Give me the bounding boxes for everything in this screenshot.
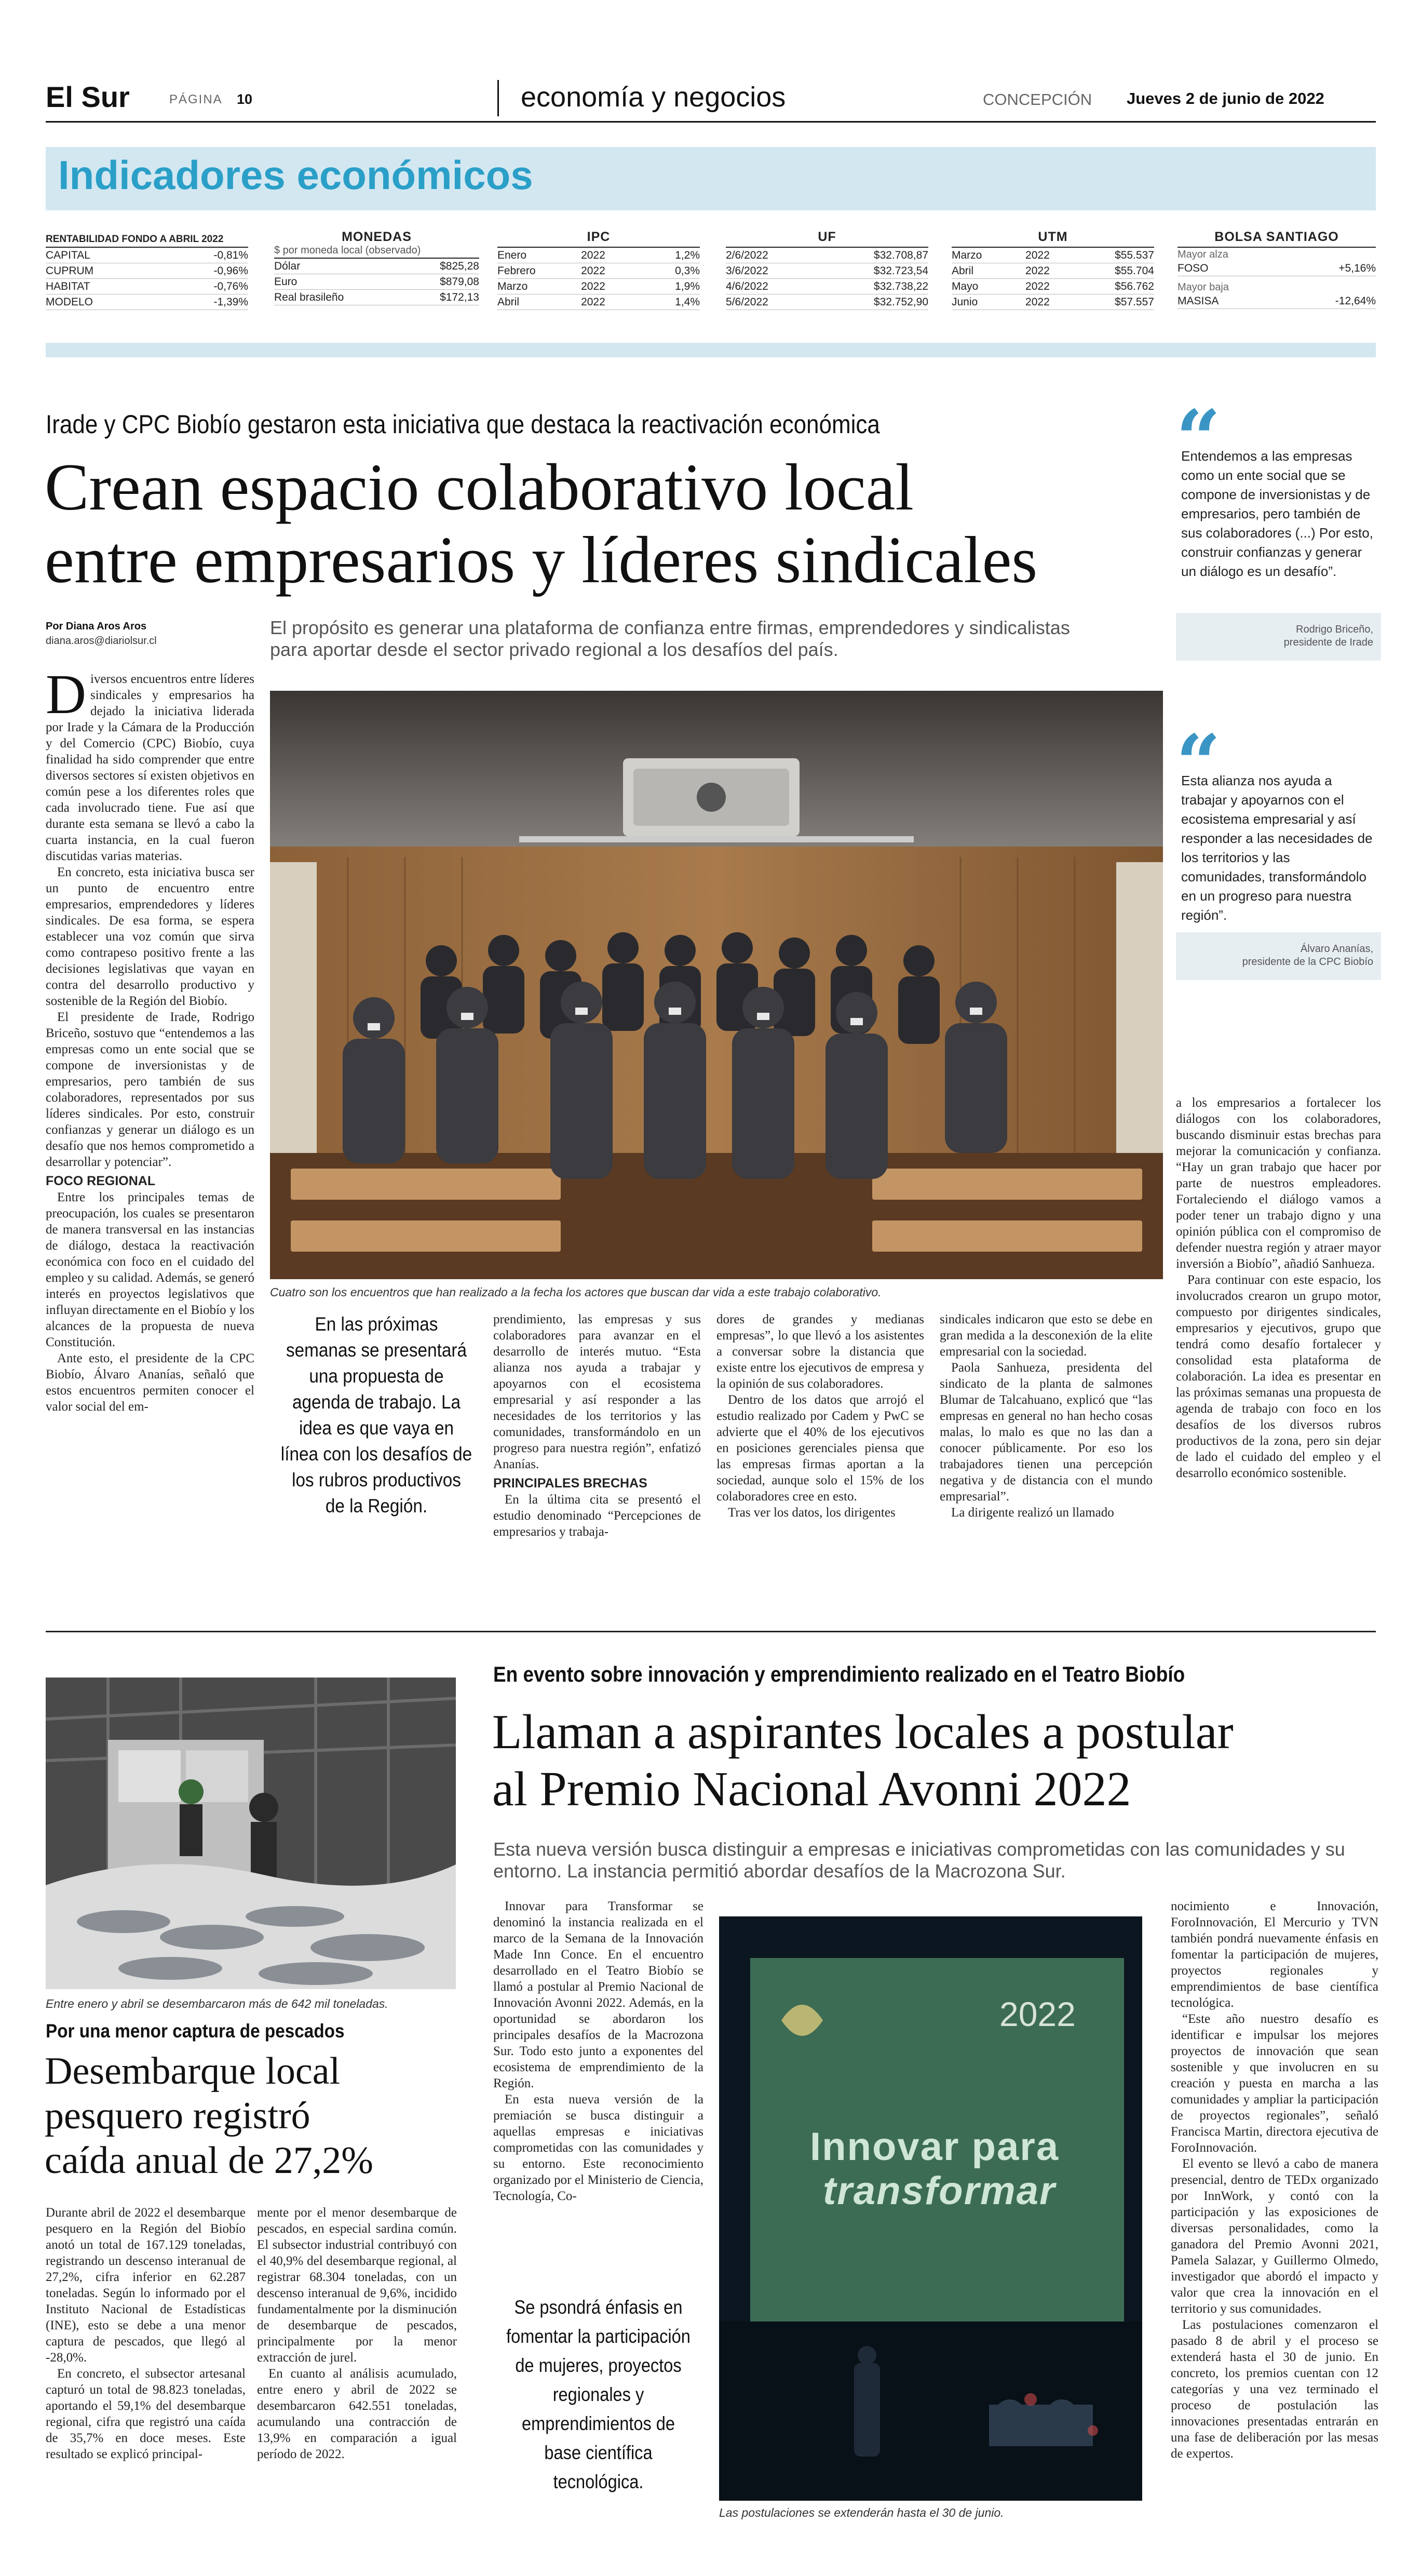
- fishing-hold-photo: [46, 1678, 456, 1989]
- photo-year-text: 2022: [999, 1995, 1076, 2033]
- quote-mark-icon: “: [1176, 718, 1221, 809]
- monedas-row: Real brasileño $172,13: [274, 290, 479, 305]
- bolsa-block: [1178, 230, 1376, 309]
- article3-kicker: En evento sobre innovación y emprendimiento realizado en el Teatro Biobío: [493, 1662, 1185, 1686]
- article1-paragraph: dores de grandes y medianas empresas”, lo que llevó a los asistentes a conversar sobre la distancia que existe entre los ejecutivos de empresa y la opinión de sus colaboradores.: [716, 1312, 924, 1391]
- article3-photo-caption: Las postulaciones se extenderán hasta el 30 de junio.: [719, 2506, 1004, 2519]
- article1-column-4: [716, 1311, 924, 1521]
- article1-paragraph: sindicales indicaron que esto se debe en gran medida a la desconexión de la elite empresarial con la sociedad.: [940, 1312, 1153, 1359]
- utm-header: UTM: [952, 230, 1154, 248]
- quote-text: Esta alianza nos ayuda a trabajar y apoyarnos con el ecosistema empresarial y así responder a las necesidades de los territorios y las comunidades, transformándolo en un progreso para nuestra región”.: [1181, 773, 1373, 923]
- article3-paragraph: En esta nueva versión de la premiación se busca distinguir a aquellas empresas e iniciativas comprometidas con las comunidades y su entorno. Este reconocimiento organizado por el Ministerio de Ciencia, Tecnología, Co-: [493, 2092, 703, 2203]
- article2-headline-line2: pesquero registró: [45, 2095, 310, 2137]
- indicators-bottom-band: [46, 343, 1376, 357]
- article2-photo: [46, 1678, 456, 1989]
- article1-column-5: [940, 1311, 1153, 1521]
- article2-paragraph: En concreto, el subsector artesanal capturó un total de 98.823 toneladas, aportando el 59,1% del desembarque regional, cifra que registró una caída de 35,7% en doce meses. Este resultado se explicó principal-: [46, 2367, 246, 2461]
- monedas-row: Dólar $825,28: [274, 259, 479, 274]
- utm-row: Mayo 2022 $56.762: [952, 279, 1154, 294]
- fondo-block: [46, 234, 248, 310]
- article1-column-3: [493, 1311, 701, 1540]
- article3-pullquote: [493, 2293, 703, 2497]
- article3-paragraph: nocimiento e Innovación, ForoInnovación, El Mercurio y TVN también pondrá nuevamente énfasis en fomentar la participación de mujeres, proyectos regionales y emprendimientos de base científica tecnológica.: [1171, 1899, 1378, 2010]
- article2-paragraph: mente por el menor desembarque de pescados, en especial sardina común. El subsector industrial contribuyó con el 40,9% del desembarque regional, al registrar 68.304 toneladas, con un descenso interanual de 9,6%, incidido fundamentalmente por la disminución de desembarque de pescados, principalmente por la menor extracción de jurel.: [257, 2206, 457, 2365]
- quote-attr-role: presidente de la CPC Biobío: [1242, 956, 1373, 968]
- article1-photo-caption: Cuatro son los encuentros que han realizado a la fecha los actores que buscan dar vida a este trabajo colaborativo.: [270, 1285, 882, 1299]
- ipc-row: Abril 2022 1,4%: [497, 294, 700, 310]
- monedas-note: $ por moneda local (observado): [274, 245, 479, 259]
- monedas-header: MONEDAS: [342, 230, 412, 244]
- article1-paragraph: Ante esto, el presidente de la CPC Biobío, Álvaro Ananías, señaló que estos encuentros permiten conocer el valor social del em-: [46, 1351, 254, 1414]
- section-name: economía y negocios: [521, 82, 786, 113]
- quote-attr-role: presidente de Irade: [1283, 637, 1373, 648]
- article2-paragraph: Durante abril de 2022 el desembarque pesquero en la Región del Biobío anotó un total de 167.129 toneladas, registrando un descenso interanual de 27,2%, cifra inferior en 62.287 toneladas. Según lo informado por el Instituto Nacional de Estadísticas (INE), esto se debe a una menor captura de pescados, que llegó al -28,0%.: [46, 2206, 246, 2365]
- article1-paragraph: a los empresarios a fortalecer los diálogos con los colaboradores, buscando disminuir estas brechas para mejorar la comunicación y confianza. “Hay un gran trabajo que hacer por parte de nuestros empleadores. Fortaleciendo el diálogo vamos a poder tener un trabajo digno y una opinión pública con el compromiso de defender nuestra región y atraer mayor inversión a Biobío”, añadió Sanhueza.: [1176, 1096, 1381, 1271]
- ipc-row: Enero 2022 1,2%: [497, 248, 700, 263]
- article1-paragraph: Diversos encuentros entre líderes sindicales y empresarios ha dejado la iniciativa liderada por Irade y la Cámara de la Producción y del Comercio (CPC) Biobío, cuya finalidad ha sido comprender que entre diversos sectores sí existen objetivos en común pese a los diferentes roles que cada involucrado tiene. Fue así que durante esta semana se llevó a cabo la cuarta instancia, en la cual fueron discutidas varias materias.: [46, 664, 254, 863]
- article2-photo-caption: Entre enero y abril se desembarcaron más de 642 mil toneladas.: [46, 1997, 388, 2010]
- bolsa-baja-row: MASISA -12,64%: [1178, 293, 1376, 309]
- uf-row: 2/6/2022 $32.708,87: [726, 248, 928, 263]
- article1-paragraph: El presidente de Irade, Rodrigo Briceño, sostuvo que “entendemos a las empresas como un ente social que se compone de inversionistas y de empresarios, pero también de sus colaboradores, representados por sus líderes sindicales. Por esto, construir confianzas y generar un diálogo es un desafío que nos hemos comprometido a desarrollar y potenciar”.: [46, 1010, 254, 1169]
- quote-box-ananias: [1176, 718, 1381, 995]
- article2-column-1: [46, 2205, 246, 2462]
- article1-byline: Por Diana Aros Aros: [46, 621, 147, 632]
- pullquote-text: En las próximas semanas se presentará una propuesta de agenda de trabajo. La idea es que vaya en línea con los desafíos de los rubros productivos de la Región.: [280, 1313, 472, 1517]
- fondo-row: CAPITAL -0,81%: [46, 248, 248, 263]
- article3-paragraph: “Este año nuestro desafío es identificar e impulsar los mejores proyectos de innovación que sean sostenible y que involucren en su creación y puesta en marcha a las comunidades y ampliar la participación de proyectos regionales”, señaló Francisca Martin, directora ejecutiva de ForoInnovación.: [1171, 2012, 1378, 2155]
- uf-header: UF: [726, 230, 928, 248]
- fondo-row: MODELO -1,39%: [46, 294, 248, 310]
- article1-paragraph: Entre los principales temas de preocupación, los cuales se presentaron de manera transversal en las instancias de diálogo, destaca la reactivación económica con foco en el cuidado del empleo y su calidad. Además, se generó interés en proyectos legislativos que influyan directamente en el Biobío y los alcances de la propuesta de nueva Constitución.: [46, 1190, 254, 1349]
- monedas-row: Euro $879,08: [274, 274, 479, 290]
- article2-column-2: [257, 2205, 457, 2462]
- article2-headline-line3: caída anual de 27,2%: [45, 2139, 373, 2182]
- monedas-block: [274, 230, 479, 305]
- utm-block: [952, 230, 1154, 310]
- utm-row: Junio 2022 $57.557: [952, 294, 1154, 310]
- article1-column-1: [46, 664, 254, 1415]
- uf-block: [726, 230, 928, 310]
- indicators-title: Indicadores económicos: [58, 152, 533, 198]
- article3-paragraph: Las postulaciones comenzaron el pasado 8 de abril y el proceso se extenderá hasta el 30 de junio. En concreto, los premios cuentan con 12 categorías y una vez terminado el proceso de postulación las innovaciones presentadas entrarán en una fase de deliberación por las mesas de expertos.: [1171, 2318, 1378, 2461]
- article2-paragraph: En cuanto al análisis acumulado, entre enero y abril de 2022 se desembarcaron 642.551 toneladas, acumulando una contracción de 13,9% en comparación a igual período de 2022.: [257, 2367, 457, 2461]
- uf-row: 3/6/2022 $32.723,54: [726, 263, 928, 279]
- date: Jueves 2 de junio de 2022: [1127, 89, 1324, 108]
- city-name: CONCEPCIÓN: [983, 90, 1092, 109]
- utm-row: Abril 2022 $55.704: [952, 263, 1154, 279]
- masthead-divider: [497, 80, 499, 116]
- subhead-foco-regional: FOCO REGIONAL: [46, 1174, 156, 1188]
- article1-column-6: [1176, 1095, 1381, 1481]
- uf-row: 5/6/2022 $32.752,90: [726, 294, 928, 310]
- paper-name: El Sur: [46, 81, 130, 113]
- article3-deck: Esta nueva versión busca distinguir a empresas e iniciativas comprometidas con las comunidades y su entorno. La instancia permitió abordar desafíos de la Macrozona Sur.: [493, 1839, 1345, 1882]
- article1-photo: [270, 691, 1163, 1279]
- article1-paragraph: Paola Sanhueza, presidenta del sindicato de la planta de salmones Blumar de Talcahuano, explicó que “las empresas en general no han hecho cosas malas, lo malo es que no las dan a conocer públicamente. Por eso los trabajadores tienen una percepción negativa y de distancia con el mundo empresarial”.: [940, 1361, 1153, 1504]
- quote-box-briceno: [1176, 393, 1381, 665]
- article1-deck: El propósito es generar una plataforma de confianza entre firmas, emprendedores y sindicalistas para aportar desde el sector privado regional a los desafíos del país.: [270, 617, 1070, 660]
- masthead-rule: [46, 121, 1376, 123]
- quote-attr-name: Rodrigo Briceño,: [1296, 624, 1373, 635]
- article1-kicker: Irade y CPC Biobío gestaron esta iniciativa que destaca la reactivación económica: [46, 410, 880, 439]
- photo-banner-line2: transformar: [823, 2169, 1056, 2213]
- article1-headline-line2: entre empresarios y líderes sindicales: [45, 523, 1038, 597]
- article1-paragraph: La dirigente realizó un llamado: [951, 1506, 1114, 1520]
- article2-headline-line1: Desembarque local: [45, 2050, 341, 2092]
- article1-paragraph: prendimiento, las empresas y sus colaboradores para avanzar en el desarrollo de interés mutuo. “Esta alianza nos ayuda a trabajar y apoyarnos con el ecosistema empresarial y así responder a las necesidades de los territorios y las comunidades, transformándolo en un progreso para nuestra región”, enfatizó Ananías.: [493, 1312, 701, 1471]
- bolsa-header: BOLSA SANTIAGO: [1178, 230, 1376, 248]
- article1-paragraph: En concreto, esta iniciativa busca ser un punto de encuentro entre empresarios, emprendedores y líderes sindicales. De esa forma, se espera establecer una voz común que sirva como contrapeso positivo frente a las decisiones legislativas que vayan en contra del desarrollo productivo y sostenible de la Región del Biobío.: [46, 865, 254, 1008]
- ipc-row: Marzo 2022 1,9%: [497, 279, 700, 294]
- article1-email: diana.aros@diariolsur.cl: [46, 635, 157, 647]
- article3-headline-line1: Llaman a aspirantes locales a postular: [492, 1705, 1234, 1759]
- subhead-principales-brechas: PRINCIPALES BRECHAS: [493, 1476, 647, 1491]
- article1-paragraph: Dentro de los datos que arrojó el estudio realizado por Cadem y PwC se advierte que el 40% de los ejecutivos en posiciones gerenciales piensa que las empresas firmas aportan a la sociedad, aunque solo el 15% de los colaboradores cree en esto.: [716, 1393, 924, 1504]
- ipc-row: Febrero 2022 0,3%: [497, 263, 700, 279]
- meeting-room-photo: [270, 691, 1163, 1279]
- utm-row: Marzo 2022 $55.537: [952, 248, 1154, 263]
- article3-headline-line2: al Premio Nacional Avonni 2022: [492, 1762, 1131, 1816]
- page-label: PÁGINA: [169, 92, 223, 106]
- bolsa-baja-label: Mayor baja: [1178, 281, 1229, 293]
- masthead: [46, 78, 1376, 125]
- indicators-table: [46, 230, 1376, 327]
- section-divider: [46, 1631, 1376, 1632]
- fondo-header: RENTABILIDAD FONDO A ABRIL 2022: [46, 234, 248, 248]
- article1-paragraph: Para continuar con este espacio, los involucrados crearon un grupo motor, compuesto por dirigentes sindicales, empresarios y ejecutivos, grupo que tendrá como desafío fortalecer y consolidad esta plataforma de colaboración. La idea es presentar en las próximas semanas una propuesta de agenda de trabajo con foco en los desafíos de los diversos rubros productivos de la zona, pero sin dejar de lado el cuidado del empleo y el desarrollo económico sostenible.: [1176, 1273, 1381, 1480]
- article3-paragraph: Innovar para Transformar se denominó la instancia realizada en el marco de la Semana de la Innovación Made Inn Conce. En el encuentro desarrollado en el Teatro Biobío se llamó a postular al Premio Nacional de Innovación Avonni 2022. Además, en la oportunidad se abordaron los principales desafíos de la Macrozona Sur. Todo esto junto a exponentes del ecosistema de emprendimiento de la Región.: [493, 1899, 703, 2090]
- pullquote-text: Se psondrá énfasis en fomentar la participación de mujeres, proyectos regionales y emprendimientos de base científica tecnológica.: [506, 2297, 691, 2492]
- fondo-row: CUPRUM -0,96%: [46, 263, 248, 279]
- article2-kicker: Por una menor captura de pescados: [46, 2020, 345, 2042]
- article1-paragraph: En la última cita se presentó el estudio denominado “Percepciones de empresarios y trabaja-: [493, 1493, 701, 1539]
- ipc-header: IPC: [497, 230, 700, 248]
- photo-banner-line1: Innovar para: [810, 2125, 1060, 2169]
- article3-column-3: [1171, 1898, 1378, 2462]
- article1-pullquote: [270, 1311, 483, 1576]
- quote-mark-icon: “: [1176, 393, 1221, 485]
- article3-photo: [719, 1916, 1142, 2501]
- quote-text: Entendemos a las empresas como un ente social que se compone de inversionistas y de empresarios, pero también de sus colaboradores (...) Por esto, construir confianzas y generar un diálogo es un desafío”.: [1181, 448, 1373, 579]
- bolsa-alza-label: Mayor alza: [1178, 249, 1228, 260]
- page-number: 10: [237, 91, 253, 107]
- article1-headline-line1: Crean espacio colaborativo local: [45, 450, 914, 524]
- quote-attr-name: Álvaro Ananías,: [1300, 943, 1373, 955]
- ipc-block: [497, 230, 700, 310]
- uf-row: 4/6/2022 $32.738,22: [726, 279, 928, 294]
- article3-paragraph: El evento se llevó a cabo de manera presencial, dentro de TEDx organizado por InnWork, y contó con la participación y las exposiciones de diversas personalidades, como la ganadora del Premio Avonni 2021, Pamela Salazar, y Guillermo Olmedo, investigador que abordó el impacto y valor que crea la innovación en el territorio y sus comunidades.: [1171, 2157, 1378, 2316]
- article1-paragraph: Tras ver los datos, los dirigentes: [728, 1506, 896, 1520]
- bolsa-alza-row: FOSO +5,16%: [1178, 261, 1376, 276]
- dropcap: D: [46, 664, 86, 726]
- article3-column-1: [493, 1898, 703, 2204]
- fondo-row: HABITAT -0,76%: [46, 279, 248, 294]
